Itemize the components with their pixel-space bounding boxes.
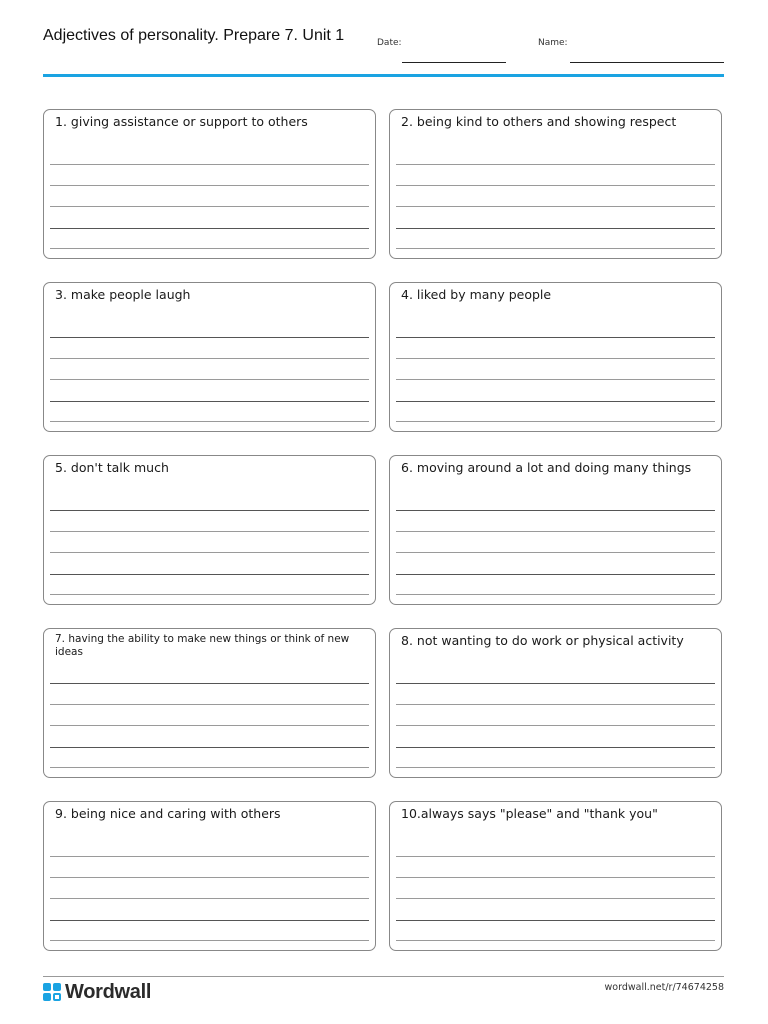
question-text xyxy=(55,460,369,475)
answer-line[interactable] xyxy=(50,704,369,705)
question-card-10 xyxy=(389,801,722,951)
question-definition: not wanting to do work or physical activity xyxy=(416,633,684,648)
question-number: 2. xyxy=(401,114,413,129)
question-number: 4. xyxy=(401,287,413,302)
footer-divider xyxy=(43,976,724,977)
answer-line[interactable] xyxy=(50,856,369,857)
answer-line[interactable] xyxy=(50,683,369,684)
question-card-6 xyxy=(389,455,722,605)
question-definition: liked by many people xyxy=(416,287,552,302)
question-definition: always says "please" and "thank you" xyxy=(420,806,658,821)
question-number: 1. xyxy=(55,114,67,129)
question-definition: being kind to others and showing respect xyxy=(416,114,677,129)
question-definition: make people laugh xyxy=(70,287,191,302)
question-text xyxy=(55,633,369,659)
answer-line[interactable] xyxy=(396,725,715,726)
question-card-7 xyxy=(43,628,376,778)
name-label: Name: xyxy=(538,38,568,48)
question-card-9 xyxy=(43,801,376,951)
answer-line[interactable] xyxy=(396,574,715,575)
answer-line[interactable] xyxy=(50,510,369,511)
question-number: 8. xyxy=(401,633,413,648)
logo-square-1 xyxy=(43,983,51,991)
date-label: Date: xyxy=(377,38,402,48)
answer-line[interactable] xyxy=(396,704,715,705)
question-text xyxy=(55,806,369,821)
date-field-line[interactable] xyxy=(402,62,506,63)
answer-line[interactable] xyxy=(396,358,715,359)
name-field-line[interactable] xyxy=(570,62,724,63)
logo-square-2 xyxy=(53,983,61,991)
answer-line[interactable] xyxy=(50,747,369,748)
question-number: 10. xyxy=(401,806,421,821)
question-card-2 xyxy=(389,109,722,259)
answer-line[interactable] xyxy=(50,920,369,921)
wordwall-logo-icon xyxy=(43,983,61,1001)
question-card-3 xyxy=(43,282,376,432)
answer-line[interactable] xyxy=(50,877,369,878)
answer-line[interactable] xyxy=(396,898,715,899)
question-number: 7. xyxy=(55,633,66,645)
question-definition: giving assistance or support to others xyxy=(70,114,308,129)
answer-line[interactable] xyxy=(396,767,715,768)
answer-line[interactable] xyxy=(396,248,715,249)
question-card-5 xyxy=(43,455,376,605)
answer-line[interactable] xyxy=(396,940,715,941)
answer-line[interactable] xyxy=(50,421,369,422)
answer-line[interactable] xyxy=(396,164,715,165)
answer-line[interactable] xyxy=(396,185,715,186)
answer-line[interactable] xyxy=(396,421,715,422)
question-number: 9. xyxy=(55,806,67,821)
question-definition: having the ability to make new things or think of new ideas xyxy=(55,633,350,658)
question-text xyxy=(401,287,715,302)
question-definition: don't talk much xyxy=(70,460,169,475)
question-number: 6. xyxy=(401,460,413,475)
logo-square-4 xyxy=(53,993,61,1001)
question-text xyxy=(401,806,715,821)
answer-line[interactable] xyxy=(396,594,715,595)
question-card-4 xyxy=(389,282,722,432)
wordwall-logo xyxy=(43,982,151,1002)
answer-line[interactable] xyxy=(396,552,715,553)
answer-line[interactable] xyxy=(396,683,715,684)
question-definition: being nice and caring with others xyxy=(70,806,281,821)
answer-line[interactable] xyxy=(396,401,715,402)
question-definition: moving around a lot and doing many things xyxy=(416,460,692,475)
answer-line[interactable] xyxy=(50,898,369,899)
answer-line[interactable] xyxy=(396,510,715,511)
question-card-8 xyxy=(389,628,722,778)
answer-line[interactable] xyxy=(50,531,369,532)
answer-line[interactable] xyxy=(50,206,369,207)
logo-text: Wordwall xyxy=(65,980,152,1003)
answer-line[interactable] xyxy=(396,379,715,380)
answer-line[interactable] xyxy=(50,379,369,380)
question-text xyxy=(401,114,715,129)
question-number: 5. xyxy=(55,460,67,475)
answer-line[interactable] xyxy=(50,594,369,595)
question-text xyxy=(55,114,369,129)
answer-line[interactable] xyxy=(396,856,715,857)
question-number: 3. xyxy=(55,287,67,302)
question-text xyxy=(401,633,715,648)
answer-line[interactable] xyxy=(50,358,369,359)
answer-line[interactable] xyxy=(50,552,369,553)
answer-line[interactable] xyxy=(50,164,369,165)
question-text xyxy=(55,287,369,302)
answer-line[interactable] xyxy=(50,574,369,575)
answer-line[interactable] xyxy=(50,940,369,941)
answer-line[interactable] xyxy=(50,767,369,768)
answer-line[interactable] xyxy=(50,248,369,249)
answer-line[interactable] xyxy=(50,337,369,338)
answer-line[interactable] xyxy=(50,401,369,402)
answer-line[interactable] xyxy=(396,531,715,532)
answer-line[interactable] xyxy=(50,725,369,726)
question-text xyxy=(401,460,715,475)
worksheet-title: Adjectives of personality. Prepare 7. Unit 1 xyxy=(43,27,345,44)
answer-line[interactable] xyxy=(50,185,369,186)
logo-square-3 xyxy=(43,993,51,1001)
header-accent-rule xyxy=(43,74,724,77)
answer-line[interactable] xyxy=(50,228,369,229)
answer-line[interactable] xyxy=(396,747,715,748)
answer-line[interactable] xyxy=(396,206,715,207)
answer-line[interactable] xyxy=(396,337,715,338)
footer-url: wordwall.net/r/74674258 xyxy=(604,982,724,993)
answer-line[interactable] xyxy=(396,920,715,921)
answer-line[interactable] xyxy=(396,877,715,878)
question-card-1 xyxy=(43,109,376,259)
answer-line[interactable] xyxy=(396,228,715,229)
